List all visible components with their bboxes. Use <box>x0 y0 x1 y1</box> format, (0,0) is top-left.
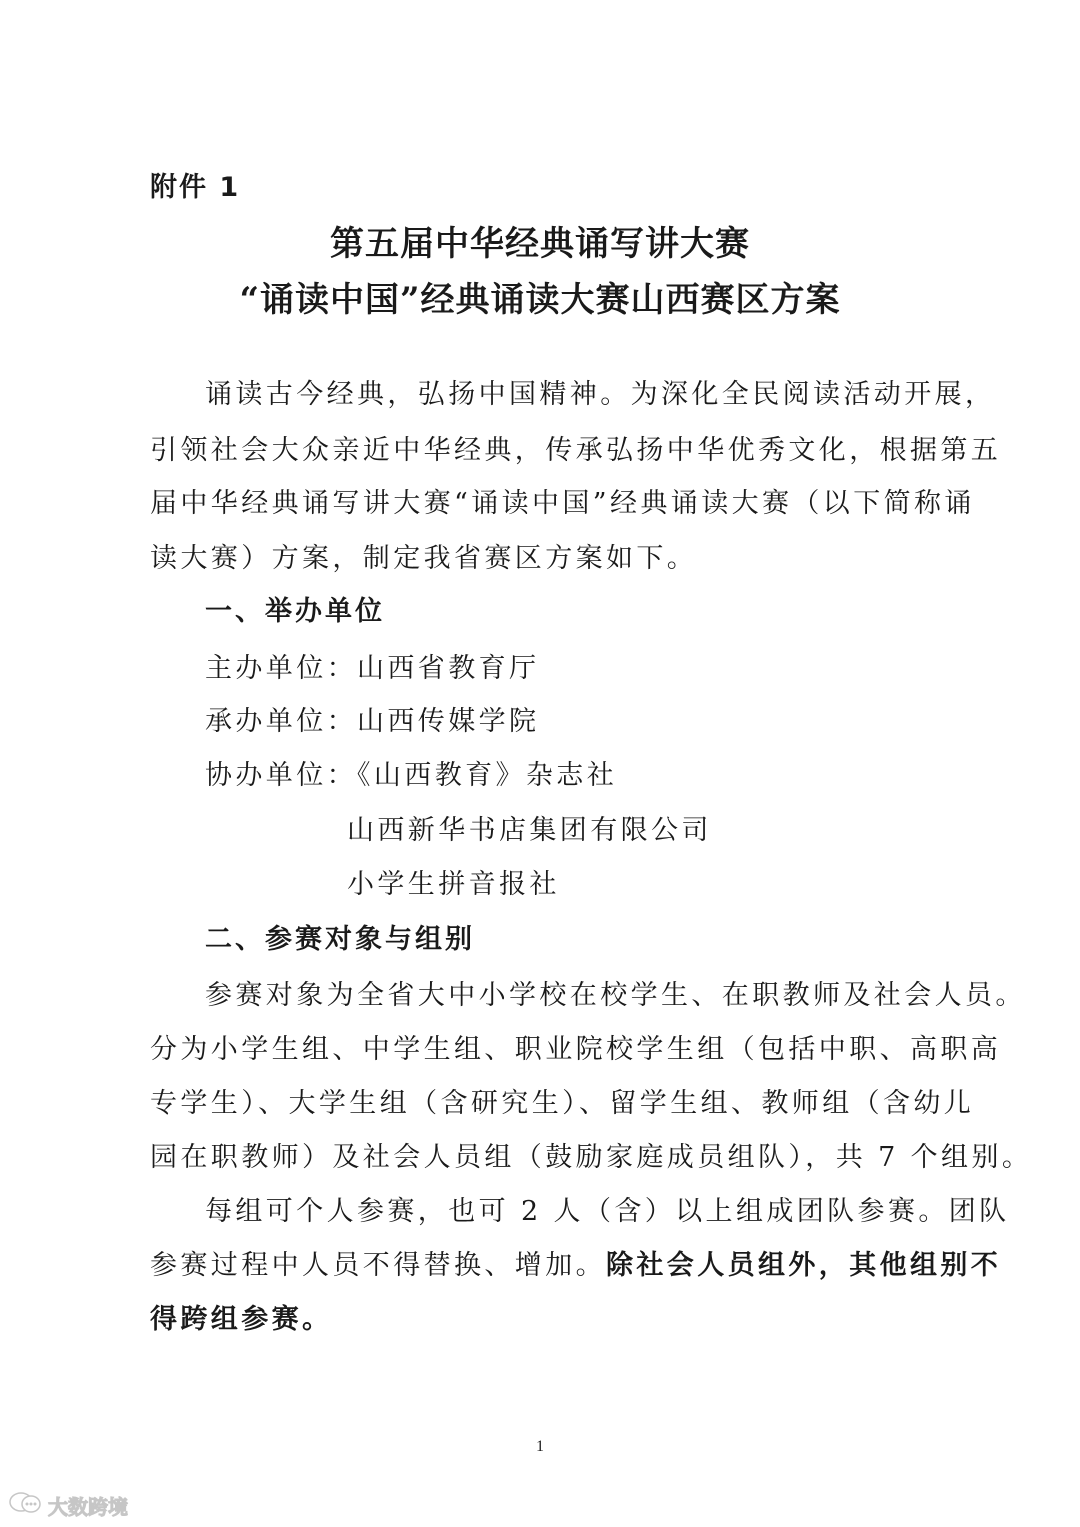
attachment-label: 附件 1 <box>150 172 241 203</box>
participants-line-3: 专学生）、大学生组（含研究生）、留学生组、教师组（含幼儿 <box>150 1088 975 1119</box>
team-rule-line-1: 每组可个人参赛，也可 2 人（含）以上组成团队参赛。团队 <box>205 1196 1010 1227</box>
page-number: 1 <box>536 1438 544 1455</box>
section-2-heading: 二、参赛对象与组别 <box>205 924 475 955</box>
watermark <box>8 1490 128 1520</box>
document-title-line-2: “诵读中国”经典诵读大赛山西赛区方案 <box>239 280 841 320</box>
team-rule-line-2 <box>150 1252 1001 1279</box>
intro-line-3: 届中华经典诵写讲大赛“诵读中国”经典诵读大赛（以下简称诵 <box>150 488 975 519</box>
team-rule-bold-text: 除社会人员组外，其他组别不 <box>606 1250 1002 1281</box>
chat-bubble-logo-icon <box>8 1490 42 1520</box>
co-organizer-unit-2: 山西新华书店集团有限公司 <box>347 815 712 846</box>
co-organizer-unit-3: 小学生拼音报社 <box>347 869 560 900</box>
intro-line-4: 读大赛）方案，制定我省赛区方案如下。 <box>150 543 698 574</box>
document-title-line-1: 第五届中华经典诵写讲大赛 <box>330 224 750 264</box>
section-1-heading: 一、举办单位 <box>205 596 385 627</box>
intro-line-1: 诵读古今经典，弘扬中国精神。为深化全民阅读活动开展， <box>205 379 996 410</box>
intro-line-2: 引领社会大众亲近中华经典，传承弘扬中华优秀文化，根据第五 <box>150 435 1002 466</box>
participants-line-1: 参赛对象为全省大中小学校在校学生、在职教师及社会人员。 <box>205 980 1026 1011</box>
co-organizer-unit: 协办单位：《山西教育》杂志社 <box>205 760 618 791</box>
organizer-unit: 承办单位：山西传媒学院 <box>205 706 540 737</box>
participants-line-4: 园在职教师）及社会人员组（鼓励家庭成员组队），共 7 个组别。 <box>150 1142 1033 1173</box>
watermark-text: 大数跨境 <box>48 1494 128 1519</box>
team-rule-line-3: 得跨组参赛。 <box>150 1304 333 1335</box>
team-rule-plain-text: 参赛过程中人员不得替换、增加。 <box>150 1250 606 1281</box>
participants-line-2: 分为小学生组、中学生组、职业院校学生组（包括中职、高职高 <box>150 1034 1002 1065</box>
host-unit: 主办单位：山西省教育厅 <box>205 653 540 684</box>
